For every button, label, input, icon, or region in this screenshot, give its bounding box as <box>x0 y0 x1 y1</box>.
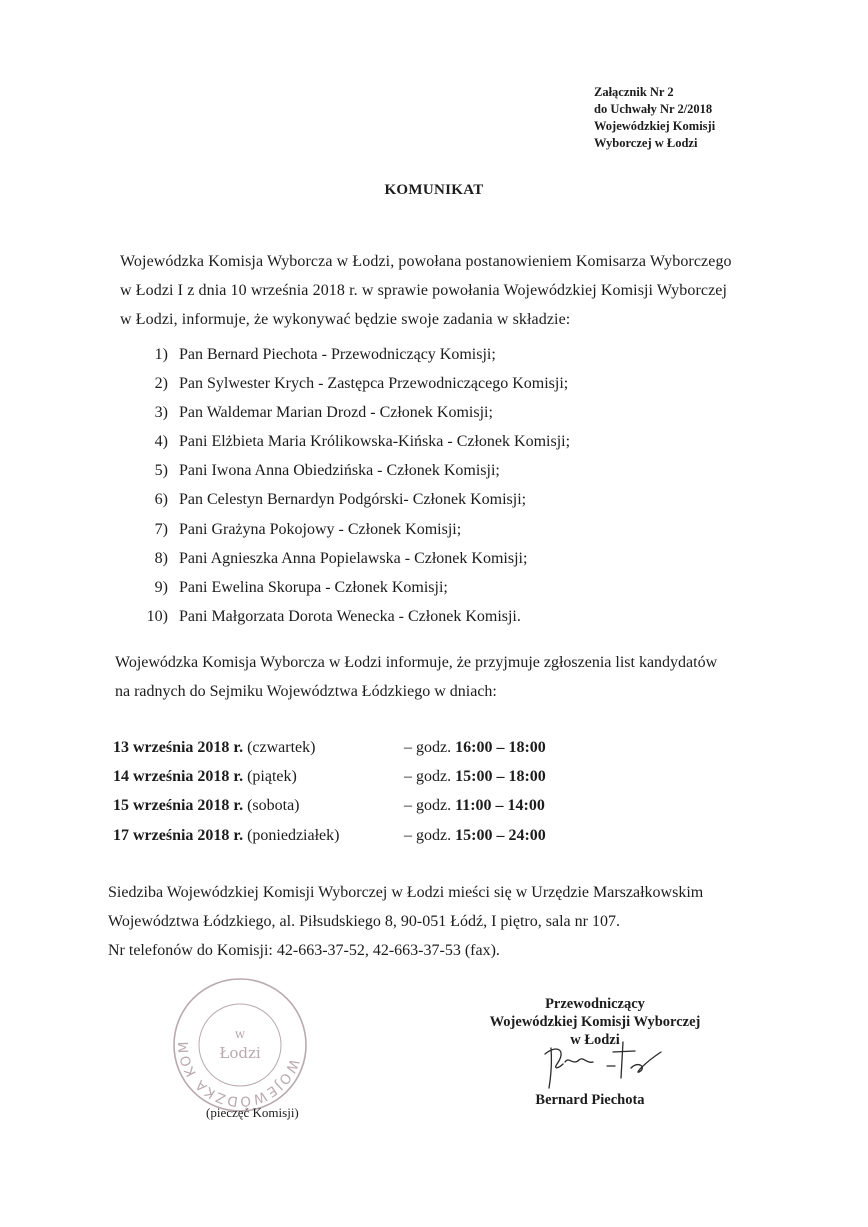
item-number: 3) <box>154 404 168 422</box>
item-number: 10) <box>146 607 168 625</box>
handwritten-signature <box>535 1038 675 1093</box>
list-item <box>138 369 738 398</box>
list-item <box>138 456 738 485</box>
stamp-center-text: Łodzi <box>219 1044 261 1062</box>
document-title: KOMUNIKAT <box>384 182 484 198</box>
seat-line: Nr telefonów do Komisji: 42-663-37-52, 42-663-37-53 (fax). <box>108 942 500 959</box>
schedule-date: 15 września 2018 r. <box>113 797 244 815</box>
schedule-hours: 11:00 – 14:00 <box>455 797 545 815</box>
item-text: Pani Ewelina Skorupa - Członek Komisji; <box>179 578 448 596</box>
schedule-weekday: (piątek) <box>243 768 297 786</box>
attachment-line: Załącznik Nr 2 <box>594 85 674 99</box>
signature-role: Wojewódzkiej Komisji Wyborczej <box>489 1014 701 1030</box>
intro-line: Wojewódzka Komisja Wyborcza w Łodzi, powołana postanowieniem Komisarza Wyborczego <box>120 253 732 270</box>
registration-line: na radnych do Sejmiku Województwa Łódzkiego w dniach: <box>115 683 497 700</box>
item-number: 9) <box>154 578 168 596</box>
schedule-hours: 15:00 – 24:00 <box>455 826 546 844</box>
list-item <box>138 515 738 544</box>
schedule-weekday: (sobota) <box>243 797 300 815</box>
registration-paragraph <box>115 648 775 706</box>
attachment-line: Wyborczej w Łodzi <box>594 136 698 150</box>
seat-paragraph <box>108 878 808 965</box>
registration-line: Wojewódzka Komisja Wyborcza w Łodzi informuje, że przyjmuje zgłoszenia list kandydatów <box>115 654 718 671</box>
item-number: 6) <box>154 491 168 509</box>
schedule-hours: 16:00 – 18:00 <box>455 739 546 756</box>
list-item <box>138 340 738 369</box>
commission-stamp <box>170 975 310 1115</box>
item-number: 4) <box>154 433 168 451</box>
list-item <box>138 573 738 602</box>
schedule-weekday: (czwartek) <box>243 739 316 756</box>
item-text: Pan Sylwester Krych - Zastępca Przewodniczącego Komisji; <box>179 375 569 393</box>
schedule-prefix: – godz. <box>404 768 456 786</box>
schedule-row <box>113 821 673 850</box>
item-text: Pan Celestyn Bernardyn Podgórski- Członek Komisji; <box>179 491 527 509</box>
item-text: Pan Waldemar Marian Drozd - Członek Komisji; <box>179 404 493 422</box>
intro-paragraph <box>120 247 760 334</box>
item-number: 1) <box>154 346 168 363</box>
item-text: Pani Małgorzata Dorota Wenecka - Członek Komisji. <box>179 607 521 625</box>
schedule-hours: 15:00 – 18:00 <box>455 768 546 786</box>
schedule-weekday: (poniedziałek) <box>243 826 340 844</box>
stamp-seal <box>170 975 310 1115</box>
schedule-list <box>113 733 673 850</box>
seat-line: Województwa Łódzkiego, al. Piłsudskiego 8, 90-051 Łódź, I piętro, sala nr 107. <box>108 913 620 930</box>
schedule-row <box>113 791 673 820</box>
item-text: Pan Bernard Piechota - Przewodniczący Komisji; <box>179 346 496 363</box>
stamp-caption: (pieczęć Komisji) <box>206 1105 299 1120</box>
item-number: 5) <box>154 462 168 480</box>
item-text: Pani Elżbieta Maria Królikowska-Kińska - Członek Komisji; <box>179 433 571 451</box>
signatory-name: Bernard Piechota <box>535 1092 645 1108</box>
schedule-row <box>113 762 673 791</box>
attachment-note <box>594 84 715 152</box>
stamp-ring-text: WOJEWÓDZKA KOM <box>175 1039 302 1110</box>
attachment-line: Wojewódzkiej Komisji <box>594 119 716 133</box>
schedule-prefix: – godz. <box>404 826 456 844</box>
item-text: Pani Agnieszka Anna Popielawska - Członek Komisji; <box>179 549 528 567</box>
item-number: 7) <box>154 520 168 538</box>
seat-line: Siedziba Wojewódzkiej Komisji Wyborczej w Łodzi mieści się w Urzędzie Marszałkowskim <box>108 884 704 901</box>
item-number: 8) <box>154 549 168 567</box>
item-text: Pani Iwona Anna Obiedzińska - Członek Komisji; <box>179 462 500 480</box>
item-number: 2) <box>154 375 168 393</box>
schedule-date: 17 września 2018 r. <box>113 826 244 844</box>
list-item <box>138 544 738 573</box>
signature-role: w Łodzi <box>570 1032 620 1048</box>
list-item <box>138 602 738 631</box>
intro-line: w Łodzi, informuje, że wykonywać będzie swoje zadania w składzie: <box>120 311 571 328</box>
intro-line: w Łodzi I z dnia 10 września 2018 r. w sprawie powołania Wojewódzkiej Komisji Wyborczej <box>120 282 728 299</box>
item-text: Pani Grażyna Pokojowy - Członek Komisji; <box>179 520 462 538</box>
list-item <box>138 485 738 514</box>
schedule-date: 14 września 2018 r. <box>113 768 244 786</box>
list-item <box>138 398 738 427</box>
schedule-prefix: – godz. <box>404 797 456 815</box>
list-item <box>138 427 738 456</box>
signature-role: Przewodniczący <box>545 996 645 1012</box>
attachment-line: do Uchwały Nr 2/2018 <box>594 102 713 116</box>
members-list <box>138 340 738 631</box>
schedule-prefix: – godz. <box>404 739 456 756</box>
schedule-date: 13 września 2018 r. <box>113 739 244 756</box>
schedule-row <box>113 733 673 762</box>
stamp-center-text: w <box>234 1027 246 1041</box>
